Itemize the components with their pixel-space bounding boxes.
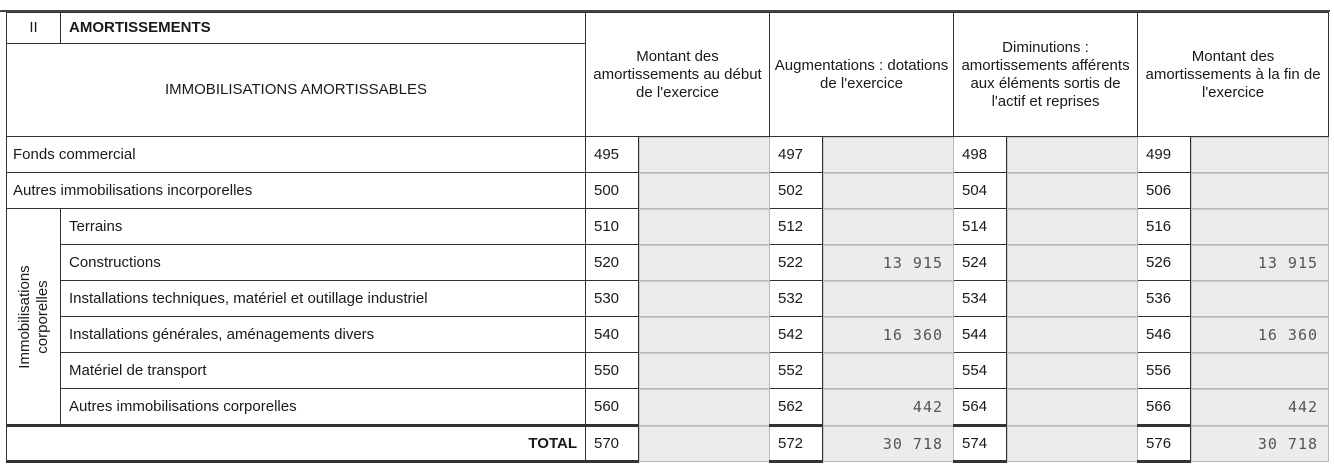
row-label: Terrains bbox=[61, 209, 586, 245]
line-code: 572 bbox=[770, 426, 823, 462]
column-header-fin: Montant des amortissements à la fin de l'exercice bbox=[1138, 13, 1329, 137]
table-row bbox=[7, 209, 1329, 245]
line-code: 500 bbox=[586, 173, 639, 209]
amount-field[interactable]: 442 bbox=[823, 389, 954, 426]
line-code: 498 bbox=[954, 137, 1007, 173]
total-row bbox=[7, 426, 1329, 462]
line-code: 499 bbox=[1138, 137, 1191, 173]
amount-field[interactable] bbox=[823, 173, 954, 209]
line-code: 532 bbox=[770, 281, 823, 317]
amount-field[interactable] bbox=[1191, 353, 1329, 389]
amount-field[interactable] bbox=[1007, 281, 1138, 317]
line-code: 522 bbox=[770, 245, 823, 281]
amount-field[interactable]: 16 360 bbox=[823, 317, 954, 353]
line-code: 512 bbox=[770, 209, 823, 245]
row-label: Autres immobilisations incorporelles bbox=[7, 173, 586, 209]
row-label: Matériel de transport bbox=[61, 353, 586, 389]
section-title: AMORTISSEMENTS bbox=[61, 13, 586, 44]
amount-field[interactable] bbox=[639, 317, 770, 353]
group-label-immobilisations-corporelles: Immobilisations corporelles bbox=[15, 264, 51, 369]
line-code: 536 bbox=[1138, 281, 1191, 317]
row-label: Installations techniques, matériel et outillage industriel bbox=[61, 281, 586, 317]
amount-field[interactable] bbox=[639, 389, 770, 426]
total-amount-field[interactable] bbox=[639, 426, 770, 462]
amount-field[interactable] bbox=[639, 245, 770, 281]
amount-field[interactable]: 442 bbox=[1191, 389, 1329, 426]
amount-field[interactable] bbox=[823, 209, 954, 245]
column-header-diminutions: Diminutions : amortissements afférents aux éléments sortis de l'actif et reprises bbox=[954, 13, 1138, 137]
row-label: Installations générales, aménagements divers bbox=[61, 317, 586, 353]
line-code: 554 bbox=[954, 353, 1007, 389]
amount-field[interactable] bbox=[823, 137, 954, 173]
group-label-cell bbox=[7, 209, 61, 426]
line-code: 514 bbox=[954, 209, 1007, 245]
amount-field[interactable] bbox=[823, 281, 954, 317]
amount-field[interactable]: 16 360 bbox=[1191, 317, 1329, 353]
line-code: 504 bbox=[954, 173, 1007, 209]
line-code: 556 bbox=[1138, 353, 1191, 389]
line-code: 530 bbox=[586, 281, 639, 317]
line-code: 502 bbox=[770, 173, 823, 209]
row-label: Fonds commercial bbox=[7, 137, 586, 173]
line-code: 497 bbox=[770, 137, 823, 173]
amortissements-table bbox=[6, 12, 1329, 463]
total-amount-field[interactable]: 30 718 bbox=[1191, 426, 1329, 462]
line-code: 566 bbox=[1138, 389, 1191, 426]
line-code: 562 bbox=[770, 389, 823, 426]
line-code: 495 bbox=[586, 137, 639, 173]
amount-field[interactable] bbox=[639, 209, 770, 245]
line-code: 524 bbox=[954, 245, 1007, 281]
line-code: 544 bbox=[954, 317, 1007, 353]
total-amount-field[interactable]: 30 718 bbox=[823, 426, 954, 462]
column-header-augmentations: Augmentations : dotations de l'exercice bbox=[770, 13, 954, 137]
table-row bbox=[7, 245, 1329, 281]
amount-field[interactable] bbox=[823, 353, 954, 389]
line-code: 570 bbox=[586, 426, 639, 462]
amount-field[interactable]: 13 915 bbox=[1191, 245, 1329, 281]
line-code: 550 bbox=[586, 353, 639, 389]
table-row bbox=[7, 137, 1329, 173]
amount-field[interactable] bbox=[1191, 209, 1329, 245]
row-label: Constructions bbox=[61, 245, 586, 281]
amount-field[interactable] bbox=[1007, 317, 1138, 353]
line-code: 526 bbox=[1138, 245, 1191, 281]
total-amount-field[interactable] bbox=[1007, 426, 1138, 462]
line-code: 546 bbox=[1138, 317, 1191, 353]
line-code: 576 bbox=[1138, 426, 1191, 462]
amount-field[interactable] bbox=[1191, 281, 1329, 317]
line-code: 516 bbox=[1138, 209, 1191, 245]
amount-field[interactable] bbox=[1007, 245, 1138, 281]
amount-field[interactable] bbox=[1191, 173, 1329, 209]
amount-field[interactable] bbox=[1007, 173, 1138, 209]
line-code: 574 bbox=[954, 426, 1007, 462]
amount-field[interactable] bbox=[1007, 137, 1138, 173]
total-label: TOTAL bbox=[7, 426, 586, 462]
amount-field[interactable] bbox=[1007, 209, 1138, 245]
line-code: 552 bbox=[770, 353, 823, 389]
line-code: 510 bbox=[586, 209, 639, 245]
amount-field[interactable] bbox=[1191, 137, 1329, 173]
section-number: II bbox=[7, 13, 61, 44]
amount-field[interactable] bbox=[639, 137, 770, 173]
amount-field[interactable] bbox=[1007, 389, 1138, 426]
amount-field[interactable]: 13 915 bbox=[823, 245, 954, 281]
section-subtitle: IMMOBILISATIONS AMORTISSABLES bbox=[7, 44, 586, 137]
table-row bbox=[7, 353, 1329, 389]
line-code: 560 bbox=[586, 389, 639, 426]
column-header-debut: Montant des amortissements au début de l'exercice bbox=[586, 13, 770, 137]
bottom-strip bbox=[0, 462, 1334, 474]
line-code: 506 bbox=[1138, 173, 1191, 209]
line-code: 534 bbox=[954, 281, 1007, 317]
table-row bbox=[7, 281, 1329, 317]
row-label: Autres immobilisations corporelles bbox=[61, 389, 586, 426]
amount-field[interactable] bbox=[639, 353, 770, 389]
line-code: 520 bbox=[586, 245, 639, 281]
line-code: 540 bbox=[586, 317, 639, 353]
line-code: 542 bbox=[770, 317, 823, 353]
amount-field[interactable] bbox=[1007, 353, 1138, 389]
table-row bbox=[7, 389, 1329, 426]
line-code: 564 bbox=[954, 389, 1007, 426]
amount-field[interactable] bbox=[639, 281, 770, 317]
table-row bbox=[7, 317, 1329, 353]
amount-field[interactable] bbox=[639, 173, 770, 209]
table-row bbox=[7, 173, 1329, 209]
